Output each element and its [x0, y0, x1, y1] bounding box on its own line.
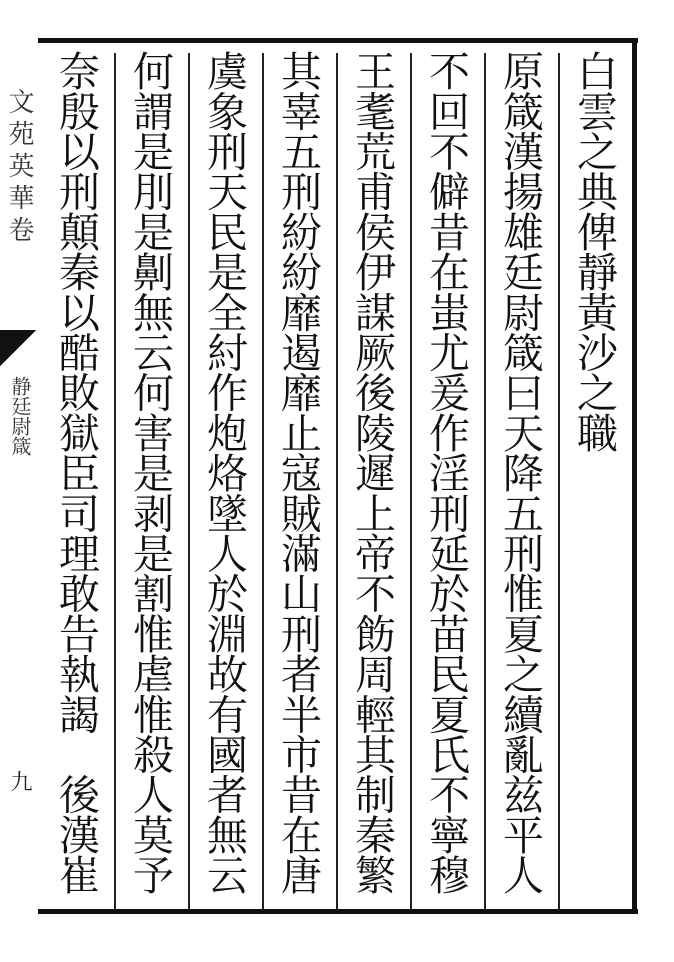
text-column-3: 不回不僻昔在蚩尤爰作淫刑延於苗民夏氏不寧穆	[422, 50, 470, 895]
frame-bottom-border	[38, 909, 638, 914]
column-rule	[336, 53, 338, 909]
gutter-book-title: 文苑英華卷	[4, 88, 34, 248]
column-rule	[410, 53, 412, 909]
gutter-page-number: 九	[7, 770, 32, 792]
column-rule	[558, 53, 560, 909]
page-gutter	[0, 40, 38, 920]
column-rule	[114, 53, 116, 909]
column-rule	[262, 53, 264, 909]
text-column-6: 虞象刑天民是全紂作炮烙墜人於淵故有國者無云	[200, 50, 248, 895]
text-column-2: 原箴漢揚雄廷尉箴曰天降五刑惟夏之續亂兹平人	[496, 50, 544, 895]
text-column-5: 其辜五刑紛紛靡遏靡止寇賊滿山刑者半市昔在唐	[274, 50, 322, 895]
text-column-1: 白雲之典俾靜黃沙之職	[570, 50, 618, 453]
fish-tail-mark	[0, 330, 36, 366]
text-column-7: 何謂是刖是劓無云何害是剥是割惟虐惟殺人莫予	[126, 50, 174, 895]
column-rule	[188, 53, 190, 909]
text-column-4: 王耄荒甫侯伊謀厥後陵遲上帝不飭周輕其制秦繁	[348, 50, 396, 895]
frame-right-border	[632, 38, 637, 914]
gutter-section-title: 静廷尉箴	[8, 376, 32, 456]
frame-top-border	[38, 38, 638, 43]
text-column-8: 奈殷以刑顛秦以酷敗獄臣司理敢告執謁 後漢崔	[52, 50, 100, 895]
column-rule	[484, 53, 486, 909]
